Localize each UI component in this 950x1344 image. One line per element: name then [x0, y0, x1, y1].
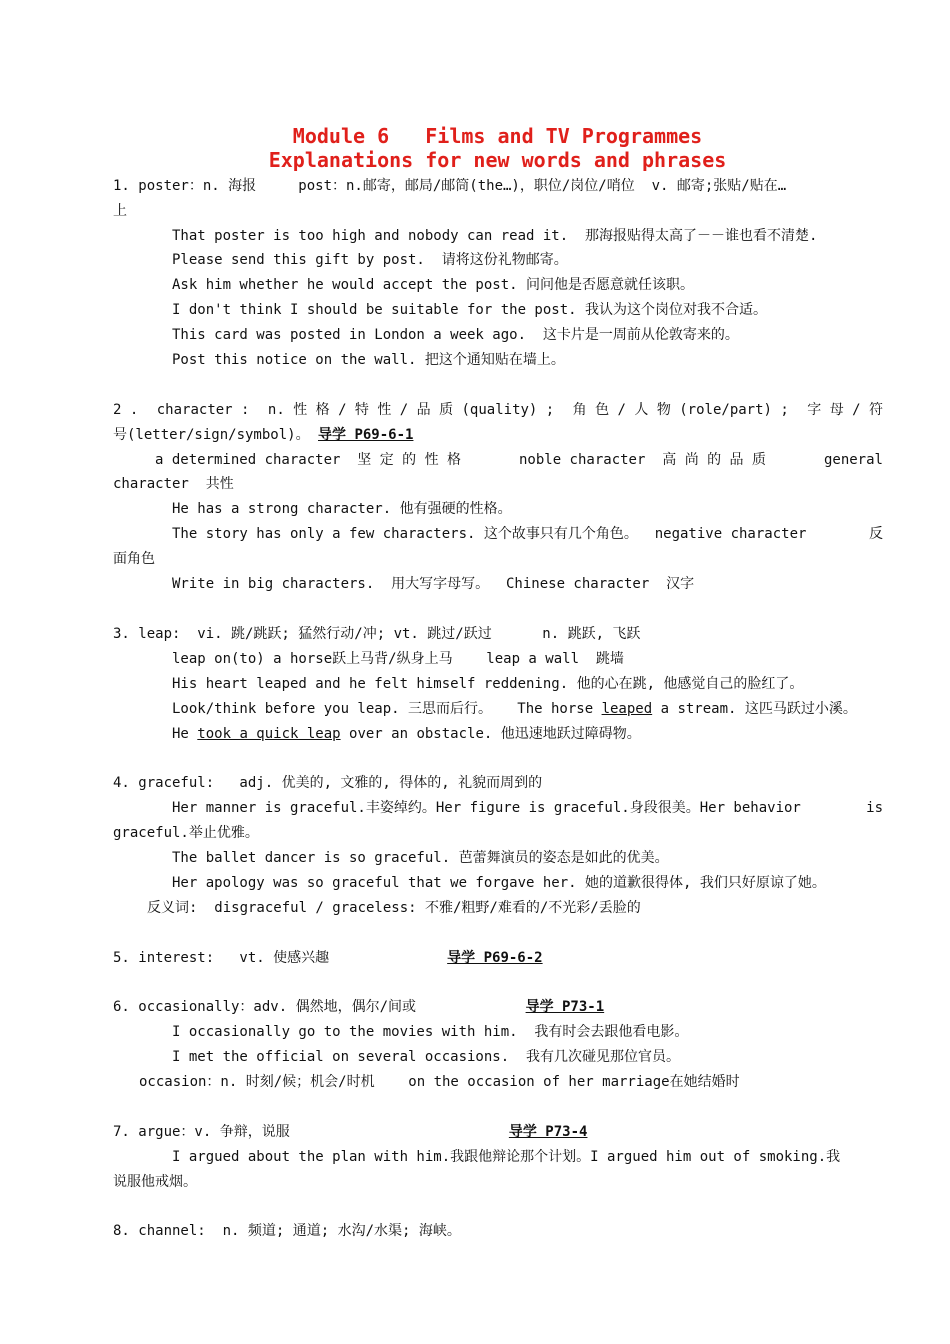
example-sentence	[172, 725, 641, 743]
entry-occasionally-heading	[113, 998, 604, 1016]
example-part: The story has only a few characters. 这个故事只有几个角色。 negative character	[172, 526, 807, 542]
example-part: a stream. 这匹马跃过小溪。	[652, 701, 857, 717]
example-part: is	[866, 800, 883, 816]
heading-part: 2 .	[113, 402, 139, 418]
example-sentence: I met the official on several occasions. 我有几次碰见那位官员。	[172, 1049, 681, 1065]
module-subtitle: Explanations for new words and phrases	[268, 148, 727, 172]
example-sentence: I occasionally go to the movies with him. 我有时会去跟他看电影。	[172, 1024, 689, 1040]
example-sentence-cont: graceful.举止优雅。	[113, 825, 259, 841]
collocation-line	[155, 451, 883, 469]
textbook-reference: 导学 P73-4	[508, 1124, 588, 1140]
example-part: Look/think before you leap. 三思而后行。 The horse	[172, 701, 602, 717]
example-sentence-cont: 面角色	[113, 551, 155, 567]
heading-part: 字 母 / 符	[807, 402, 883, 418]
heading-text: 6. occasionally：adv. 偶然地，偶尔/间或	[113, 999, 526, 1015]
example-sentence	[172, 700, 857, 718]
example-sentence	[172, 525, 883, 543]
example-sentence: I don't think I should be suitable for the post. 我认为这个岗位对我不合适。	[172, 302, 768, 318]
textbook-reference: 导学 P69-6-1	[318, 427, 414, 443]
collocation: noble character 高 尚 的 品 质	[518, 452, 766, 468]
entry-character-heading-cont	[113, 426, 413, 444]
collocation: a determined character 坚 定 的 性 格	[155, 452, 462, 468]
entry-channel-heading: 8. channel: n. 频道; 通道; 水沟/水渠; 海峡。	[113, 1223, 461, 1239]
heading-text: 号(letter/sign/symbol)。	[113, 427, 319, 443]
heading-text: 7. argue：v. 争辩，说服	[113, 1124, 509, 1140]
collocation: general	[823, 452, 883, 468]
example-sentence: Post this notice on the wall. 把这个通知贴在墙上。	[172, 352, 565, 368]
collocation-cont: character 共性	[113, 476, 234, 492]
underlined-phrase: took a quick leap	[197, 726, 341, 742]
example-part: Her manner is graceful.丰姿绰约。Her figure is graceful.身段很美。Her behavior	[172, 800, 801, 816]
entry-character-heading	[113, 401, 883, 419]
entry-leap-heading: 3. leap: vi. 跳/跳跃; 猛然行动/冲; vt. 跳过/跃过 n. 跳跃, 飞跃	[113, 626, 641, 642]
example-sentence: His heart leaped and he felt himself reddening. 他的心在跳, 他感觉自己的脸红了。	[172, 676, 804, 692]
example-sentence-cont: 说服他戒烟。	[113, 1174, 197, 1190]
example-part: over an obstacle. 他迅速地跃过障碍物。	[340, 726, 641, 742]
example-sentence: Please send this gift by post. 请将这份礼物邮寄。	[172, 252, 568, 268]
heading-part: character :	[156, 402, 250, 418]
example-sentence: He has a strong character. 他有强硬的性格。	[172, 501, 512, 517]
example-part: 反	[869, 526, 883, 542]
entry-argue-heading	[113, 1123, 587, 1141]
textbook-reference: 导学 P69-6-2	[447, 950, 543, 966]
entry-poster-heading: 1. poster：n. 海报 post：n.邮寄，邮局/邮筒(the…)，职位/岗位/哨位 v. 邮寄;张贴/贴在…	[113, 178, 787, 194]
entry-graceful-heading: 4. graceful: adj. 优美的, 文雅的, 得体的, 礼貌而周到的	[113, 775, 543, 791]
example-sentence: Ask him whether he would accept the post. 问问他是否愿意就任该职。	[172, 277, 695, 293]
example-part: He	[172, 726, 198, 742]
example-sentence: Her apology was so graceful that we forgave her. 她的道歉很得体, 我们只好原谅了她。	[172, 875, 826, 891]
related-word-note: occasion：n. 时刻/候；机会/时机 on the occasion of her marriage在她结婚时	[139, 1074, 740, 1090]
heading-text: 5. interest: vt. 使感兴趣	[113, 950, 448, 966]
example-sentence: The ballet dancer is so graceful. 芭蕾舞演员的姿态是如此的优美。	[172, 850, 669, 866]
example-sentence: This card was posted in London a week ago. 这卡片是一周前从伦敦寄来的。	[172, 327, 739, 343]
example-sentence: I argued about the plan with him.我跟他辩论那个计划。I argued him out of smoking.我	[172, 1149, 841, 1165]
heading-part: 角 色 / 人 物 (role/part) ;	[572, 402, 789, 418]
antonym-note: 反义词: disgraceful / graceless: 不雅/粗野/难看的/不光彩/丢脸的	[147, 900, 641, 916]
example-sentence: Write in big characters. 用大写字母写。 Chinese character 汉字	[172, 576, 695, 592]
example-sentence	[172, 799, 883, 817]
entry-interest-heading	[113, 949, 543, 967]
example-sentence: That poster is too high and nobody can read it. 那海报贴得太高了－－谁也看不清楚.	[172, 228, 818, 244]
heading-part: n. 性 格 / 特 性 / 品 质 (quality) ;	[267, 402, 555, 418]
underlined-word: leaped	[601, 701, 653, 717]
entry-poster-heading-cont: 上	[113, 203, 127, 219]
example-sentence: leap on(to) a horse跃上马背/纵身上马 leap a wall 跳墙	[172, 651, 624, 667]
textbook-reference: 导学 P73-1	[525, 999, 605, 1015]
module-title: Module 6 Films and TV Programmes	[292, 124, 703, 148]
